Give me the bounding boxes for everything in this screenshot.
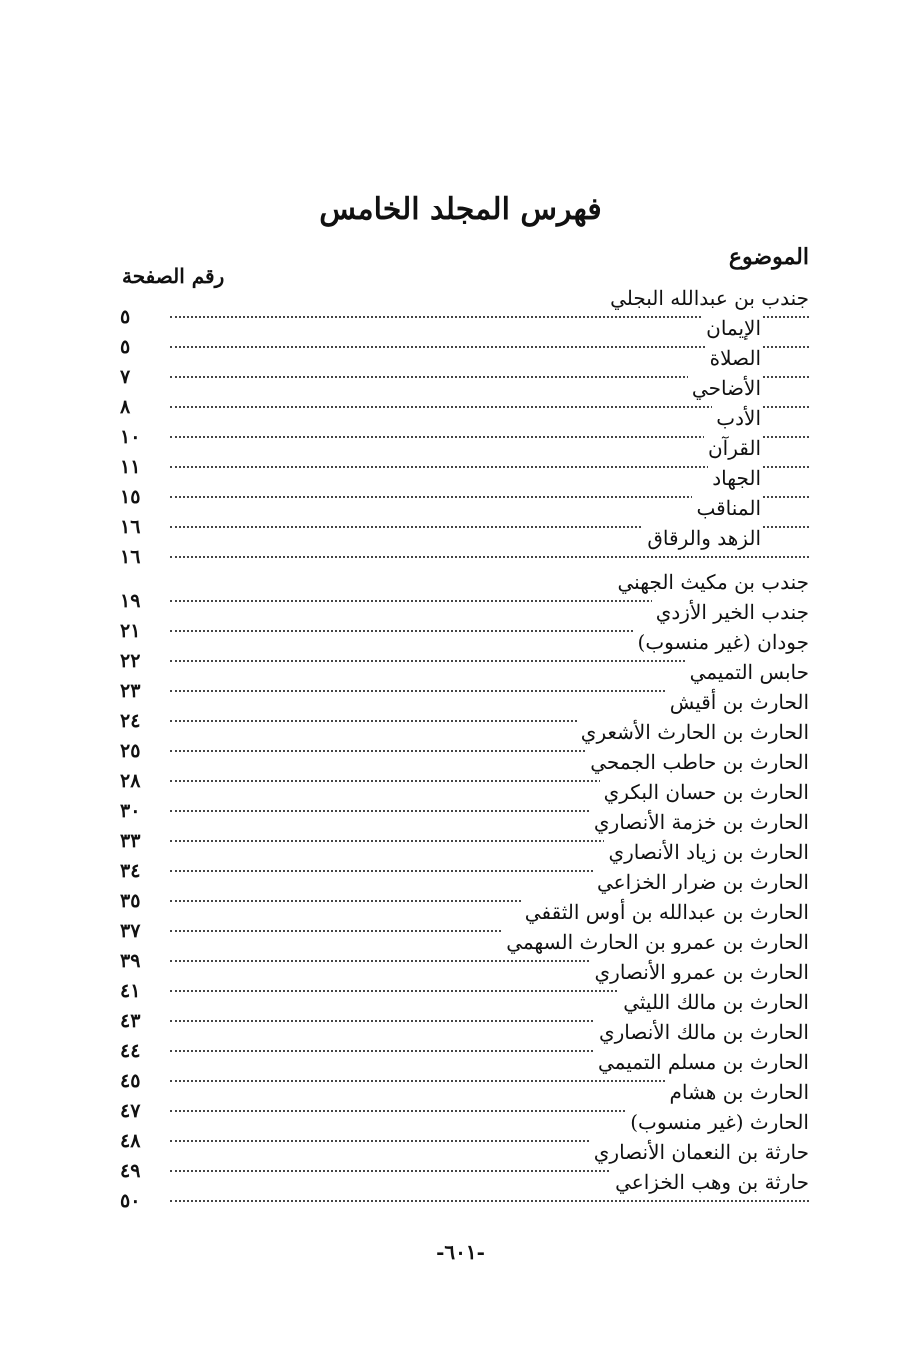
entry-page-number: ٥: [120, 306, 131, 328]
entry-page-number: ٤٣: [120, 1010, 141, 1032]
index-entries: [0, 286, 921, 1212]
dot-leader: [170, 1200, 809, 1204]
entry-page-number: ١١: [120, 456, 141, 478]
entry-title: حارثة بن النعمان الأنصاري: [590, 1140, 809, 1164]
entry-page-number: ٥٠: [120, 1190, 141, 1212]
entry-page-number: ٢٥: [120, 740, 141, 762]
entry-title: جندب الخير الأزدي: [652, 600, 809, 624]
entry-title: الإيمان: [702, 316, 761, 340]
entry-page-number: ٤٨: [120, 1130, 141, 1152]
entry-title: الحارث بن عمرو الأنصاري: [591, 960, 809, 984]
entry-page-number: ٤٥: [120, 1070, 141, 1092]
entry-title: جودان (غير منسوب): [634, 630, 809, 654]
entry-page-number: ٣٠: [120, 800, 141, 822]
entry-page-number: ٢٤: [120, 710, 141, 732]
entry-title: الزهد والرقاق: [643, 526, 761, 550]
topic-column-header: الموضوع: [728, 244, 809, 270]
entry-page-number: ٣٧: [120, 920, 141, 942]
entry-page-number: ٣٤: [120, 860, 141, 882]
entry-page-number: ٤١: [120, 980, 141, 1002]
entry-page-number: ١٠: [120, 426, 141, 448]
entry-title: الصلاة: [706, 346, 761, 370]
entry-page-number: ٧: [120, 366, 131, 388]
entry-page-number: ١٩: [120, 590, 141, 612]
index-entry: [0, 1170, 921, 1212]
entry-title: الحارث بن الحارث الأشعري: [577, 720, 809, 744]
entry-title: الحارث (غير منسوب): [626, 1110, 809, 1134]
entry-title: الحارث بن عبدالله بن أوس الثقفي: [521, 900, 809, 924]
entry-page-number: ١٥: [120, 486, 141, 508]
entry-page-number: ٢٨: [120, 770, 141, 792]
entry-page-number: ٤٤: [120, 1040, 141, 1062]
entry-page-number: ١٦: [120, 546, 141, 568]
entry-title: الحارث بن أقيش: [666, 690, 809, 714]
dot-leader: [170, 556, 809, 560]
entry-title: الحارث بن حاطب الجمحي: [586, 750, 809, 774]
entry-title: حابس التميمي: [686, 660, 809, 684]
entry-page-number: ٤٩: [120, 1160, 141, 1182]
entry-title: الحارث بن مسلم التميمي: [594, 1050, 809, 1074]
entry-title: القرآن: [704, 436, 761, 460]
entry-page-number: ١٦: [120, 516, 141, 538]
entry-title: الحارث بن خزمة الأنصاري: [590, 810, 809, 834]
index-entry: [0, 526, 921, 568]
entry-title: الحارث بن حسان البكري: [600, 780, 809, 804]
page-number-footer: -٦٠١-: [436, 1240, 485, 1264]
entry-page-number: ٣٥: [120, 890, 141, 912]
entry-page-number: ٣٣: [120, 830, 141, 852]
entry-title: المناقب: [692, 496, 761, 520]
entry-page-number: ٢١: [120, 620, 141, 642]
entry-title: الحارث بن عمرو بن الحارث السهمي: [502, 930, 809, 954]
index-group-1: [0, 286, 921, 568]
page-number-column-header: رقم الصفحة: [122, 264, 225, 288]
entry-title: جندب بن مكيث الجهني: [613, 570, 809, 594]
entry-title: الأضاحي: [688, 376, 761, 400]
entry-page-number: ٨: [120, 396, 131, 418]
entry-page-number: ٢٢: [120, 650, 141, 672]
entry-title: الحارث بن هشام: [665, 1080, 809, 1104]
entry-title: جندب بن عبدالله البجلي: [606, 286, 809, 310]
entry-title: الحارث بن ضرار الخزاعي: [593, 870, 809, 894]
entry-page-number: ٣٩: [120, 950, 141, 972]
entry-page-number: ٥: [120, 336, 131, 358]
entry-title: الحارث بن زياد الأنصاري: [604, 840, 809, 864]
entry-page-number: ٢٣: [120, 680, 141, 702]
entry-page-number: ٤٧: [120, 1100, 141, 1122]
entry-title: الأدب: [712, 406, 761, 430]
page-title: فهرس المجلد الخامس: [319, 192, 602, 227]
index-group-2: [0, 570, 921, 1212]
entry-title: الحارث بن مالك الليثي: [619, 990, 809, 1014]
entry-title: حارثة بن وهب الخزاعي: [611, 1170, 809, 1194]
entry-title: الجهاد: [708, 466, 761, 490]
entry-title: الحارث بن مالك الأنصاري: [595, 1020, 809, 1044]
